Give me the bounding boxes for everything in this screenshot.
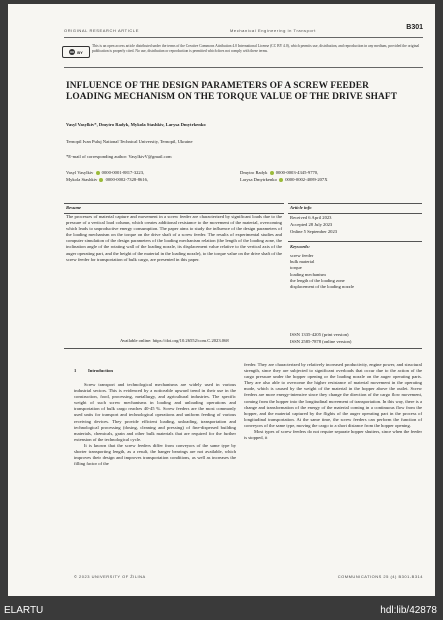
section-title: Introduction xyxy=(88,368,113,373)
handle-link[interactable]: hdl:lib/42878 xyxy=(380,605,437,616)
keyword: the length of the loading zone xyxy=(290,277,345,283)
keyword: loading mechanism xyxy=(290,271,326,277)
orcid-line-4 xyxy=(240,177,328,183)
journal-header-left: ORIGINAL RESEARCH ARTICLE xyxy=(64,28,140,33)
body-column-left xyxy=(74,382,236,467)
info-top-rule xyxy=(288,203,422,204)
orcid-icon xyxy=(270,171,274,175)
body-column-right xyxy=(244,362,422,441)
online-date: Online 5 September 2023 xyxy=(290,229,338,234)
orcid-icon xyxy=(279,178,283,182)
footer-copyright: © 2023 UNIVERSITY OF ŽILINA xyxy=(74,574,146,579)
orcid-line-1 xyxy=(66,170,144,176)
orcid-author-3: Dmytro Radyk xyxy=(240,170,268,175)
abstract-bottom-rule xyxy=(64,348,422,349)
authors: Vasyl Vasylkiv*, Dmytro Radyk, Mykola Stashkiv, Larysa Dmytrkenko xyxy=(66,122,206,127)
orcid-id-3[interactable]: 0000-0003-4345-9770, xyxy=(275,170,319,175)
orcid-author-2: Mykola Stashkiv xyxy=(66,177,98,182)
article-info-heading: Article info xyxy=(290,205,312,210)
paragraph: Most types of screw feeders do not require separate hopper shutters, since when the feeder is stopped, it xyxy=(244,429,422,441)
orcid-id-2[interactable]: 0000-0002-7328-8616, xyxy=(105,177,149,182)
orcid-icon xyxy=(99,178,103,182)
orcid-line-2 xyxy=(66,177,148,183)
journal-header-center: Mechanical Engineering in Transport xyxy=(230,28,316,33)
paragraph: It is known that the screw feeders differ from conveyors of the same type by shorter transporting length, as a result, the hanger bearings are not available, which improves their design and improves transportation conditions, as well as increases the filling factor of the xyxy=(74,442,236,467)
keywords-list xyxy=(290,253,354,290)
repository-label: ELARTU xyxy=(4,605,44,616)
section-number: 1 xyxy=(74,368,77,373)
orcid-author-4: Larysa Dmytrkenko xyxy=(240,177,277,182)
keywords-rule xyxy=(288,241,422,242)
keywords-heading: Keywords: xyxy=(290,244,310,249)
keyword: screw feeder xyxy=(290,253,314,258)
license-text: This is an open access article distributed under the terms of the Creative Commons Attribution 4.0 International License (CC BY 4.0), which permits use, distribution, and reproduction in any medium, provided the original publication is properly cited. No use, distribution or reproduction is permitted which does not comply with these terms. xyxy=(92,44,420,53)
accepted-date: Accepted 28 July 2023 xyxy=(290,222,333,227)
paragraph: Screw transport and technological mechanisms are widely used in various industrial sectors. This is evidenced by a noticeable upward trend in their use in the construction, food, processing, metallurgy, and agricultural industries. The specific weight of such screw mechanisms in loading and unloading operations and transportation of bulk cargo reaches 40-45 %. Screw feeders are the most commonly used units for transport and technological operations and uniform feeding of various receiving devices. They provide efficient loading, unloading, transportation and technological processing (dosing, cleaning and pressing) of fine-dispersed building materials, chemicals, grain and other bulk materials that are required for the further extension of the technological cycle. xyxy=(74,382,236,442)
info-heading-rule xyxy=(288,213,422,214)
corresponding-email: *E-mail of corresponding author: VasylkivV@gmail.com xyxy=(66,154,172,159)
keyword: bulk material xyxy=(290,259,315,265)
page-number: B301 xyxy=(406,24,423,31)
doi-link[interactable]: Available online: https://doi.org/10.26552/com.C.2023.068 xyxy=(120,338,229,343)
received-date: Received 6 April 2023 xyxy=(290,215,332,220)
orcid-id-4[interactable]: 0000-0002-4089-207X xyxy=(285,177,328,182)
issn-online: ISSN 2585-7878 (online version) xyxy=(290,339,352,344)
orcid-id-1[interactable]: 0000-0001-8817-3223, xyxy=(101,170,145,175)
issn-print: ISSN 1335-4205 (print version) xyxy=(290,332,349,337)
abstract-text: The processes of material capture and movement in a screw feeder are characterized by significant loads due to the pressure of a vertical load column, which creates additional resistance to the movement of the material, overcoming which leads to unproductive energy consumption. The paper aims to study the influence of the design parameters of the loading mechanism on the torque on the drive shaft of a screw feeder. The results of experimental studies and computer simulation of the design parameters of the loading mechanism relation (the length of the loading zone, the inclination angle of the rotating wall of the loading nozzle, its displacement value relative to the vertical axis of the auger operating part, and the height of the material in the loading nozzle), to the torque value on the drive shaft of the screw feeder for transportation of bulk cargo, are presented in this paper. xyxy=(66,214,282,262)
orcid-icon xyxy=(96,171,100,175)
footer-citation: COMMUNICATIONS 25 (4) B301-B314 xyxy=(337,574,423,579)
paragraph: feeder. They are characterized by relatively increased productivity, engine power, and structural strength, since they are subjected to significant overloads that occur due to the action of the cargo pressure under the hopper opening or the loading nozzle on the auger operating parts. They are also able to overcome the higher resistance of material movement in the operating mode, which is caused by the weight of the material in the hopper above the outlet. Screw feeders are more energy-intensive since they change the direction of the cargo flow movement, coming from the hopper into the longitudinal movement of transportation. In this way, there is a change and transformation of the energy of the material coming in a continuous flow from the hopper, and the material captured by the flights of the auger operating part in the process of longitudinal transportation. At the same time, the screw feeders can perform the function of conveyors of the same type, moving the cargo to a short distance from the hopper opening. xyxy=(244,362,422,428)
orcid-line-3 xyxy=(240,170,318,176)
abstract-heading: Resume xyxy=(66,205,82,210)
keyword: torque xyxy=(290,265,302,271)
affiliation: Ternopil Ivan Puluj National Technical University, Ternopil, Ukraine xyxy=(66,139,193,144)
cc-by-icon: cc BY xyxy=(62,46,90,58)
header-rule xyxy=(64,37,423,38)
viewer-bottom-bar xyxy=(0,603,443,620)
keyword: displacement of the loading nozzle xyxy=(290,284,355,290)
orcid-author-1: Vasyl Vasylkiv xyxy=(66,170,94,175)
license-rule xyxy=(64,67,423,68)
abstract-top-rule xyxy=(64,203,284,204)
paper-page xyxy=(8,4,435,596)
article-title: INFLUENCE OF THE DESIGN PARAMETERS OF A SCREW FEEDER LOADING MECHANISM ON THE TORQUE VALUE OF THE DRIVE SHAFT xyxy=(66,81,398,102)
